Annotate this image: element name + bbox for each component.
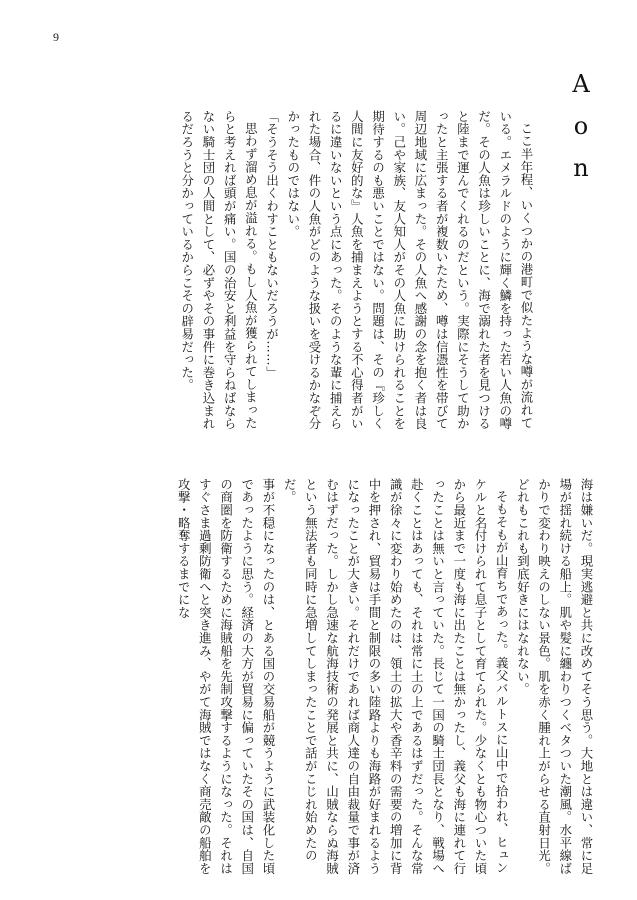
page-number: 9 xyxy=(53,30,59,44)
dialogue-paragraph: 「そうそう出くわすこともないだろうが……」 xyxy=(264,110,280,379)
paragraph: 事が不穏になったのは、とある国の交易船が競うように武装化した頃であったように思う。経済の大方が貿易に偏っていたその国は、自国の商圏を防衛するために海賊船を先制攻撃するようになった。それはすぐさま過剰防衛へと突き進み、やがて海賊ではなく商売敵の船舶を攻撃・略奪するまでにな xyxy=(176,478,276,875)
paragraph: ここ半年程、いくつかの港町で似たような噂が流れている。エメラルドのように輝く鱗を持った若い人魚の噂だ。その人魚は珍しいことに、海で溺れた者を見つけると陸まで運んでくれるのだという。実際にそうして助かったと主張する者が複数いたため、噂は信憑性を帯びて周辺地域に広まった。その人魚へ感謝の念を抱く者は良い。己や家族、友人知人がその人魚に助けられることを期待するのも悪いことではない。問題は、その『珍しく人間に友好的な』人魚を捕まえようとする不心得者がいるに違いないという点にあった。そのような輩に捕えられた場合、件の人魚がどのような扱いを受けるかなぞ分かったものではない。 xyxy=(285,110,534,430)
chapter-title: Aon xyxy=(567,70,595,196)
paragraph: 海は嫌いだ。現実逃避と共に改めてそう思う。大地とは違い、常に足場が揺れ続ける船上。肌や髪に纏わりつくベタついた潮風。水平線ばかりで変わり映えのしない景色。肌を赤く腫れ上がらせる直射日光。どれもこれも到底好きにはなれない。 xyxy=(515,478,594,875)
paragraph: そもそもが山育ちであった。義父バルトスに山中で拾われ、ヒュンケルと名付けられて息子として育てられた。少なくとも物心ついた頃から最近まで一度も海に出たことは無かったし、義父も海に連れて行ったことは無いと言っていた。長じて一国の騎士団長となり、戦場へ赴くことはあっても、それは常に土の上であるはずだった。そんな常識が徐々に変わり始めたのは、領土の拡大や香辛料の需要の増加に背中を押され、貿易は手間と制限の多い陸路よりも海路が好まれるようになったことが大きい。それだけであれば商人達の自由裁量で事が済むはずだった。しかし急速な航海技術の発展と共に、山賊ならぬ海賊という無法者も同時に急増してしまったことで話がこじれ始めたのだ。 xyxy=(282,478,510,875)
lower-text-block xyxy=(173,478,597,882)
upper-text-block xyxy=(177,110,537,432)
paragraph: 思わず溜め息が溢れる。もし人魚が獲られてしまったらと考えれば頭が痛い。国の治安と利益を守らねばならない騎士団の人間として、必ずやその事件に巻き込まれるだろうと分かっているからこその辟易だった。 xyxy=(179,110,259,430)
